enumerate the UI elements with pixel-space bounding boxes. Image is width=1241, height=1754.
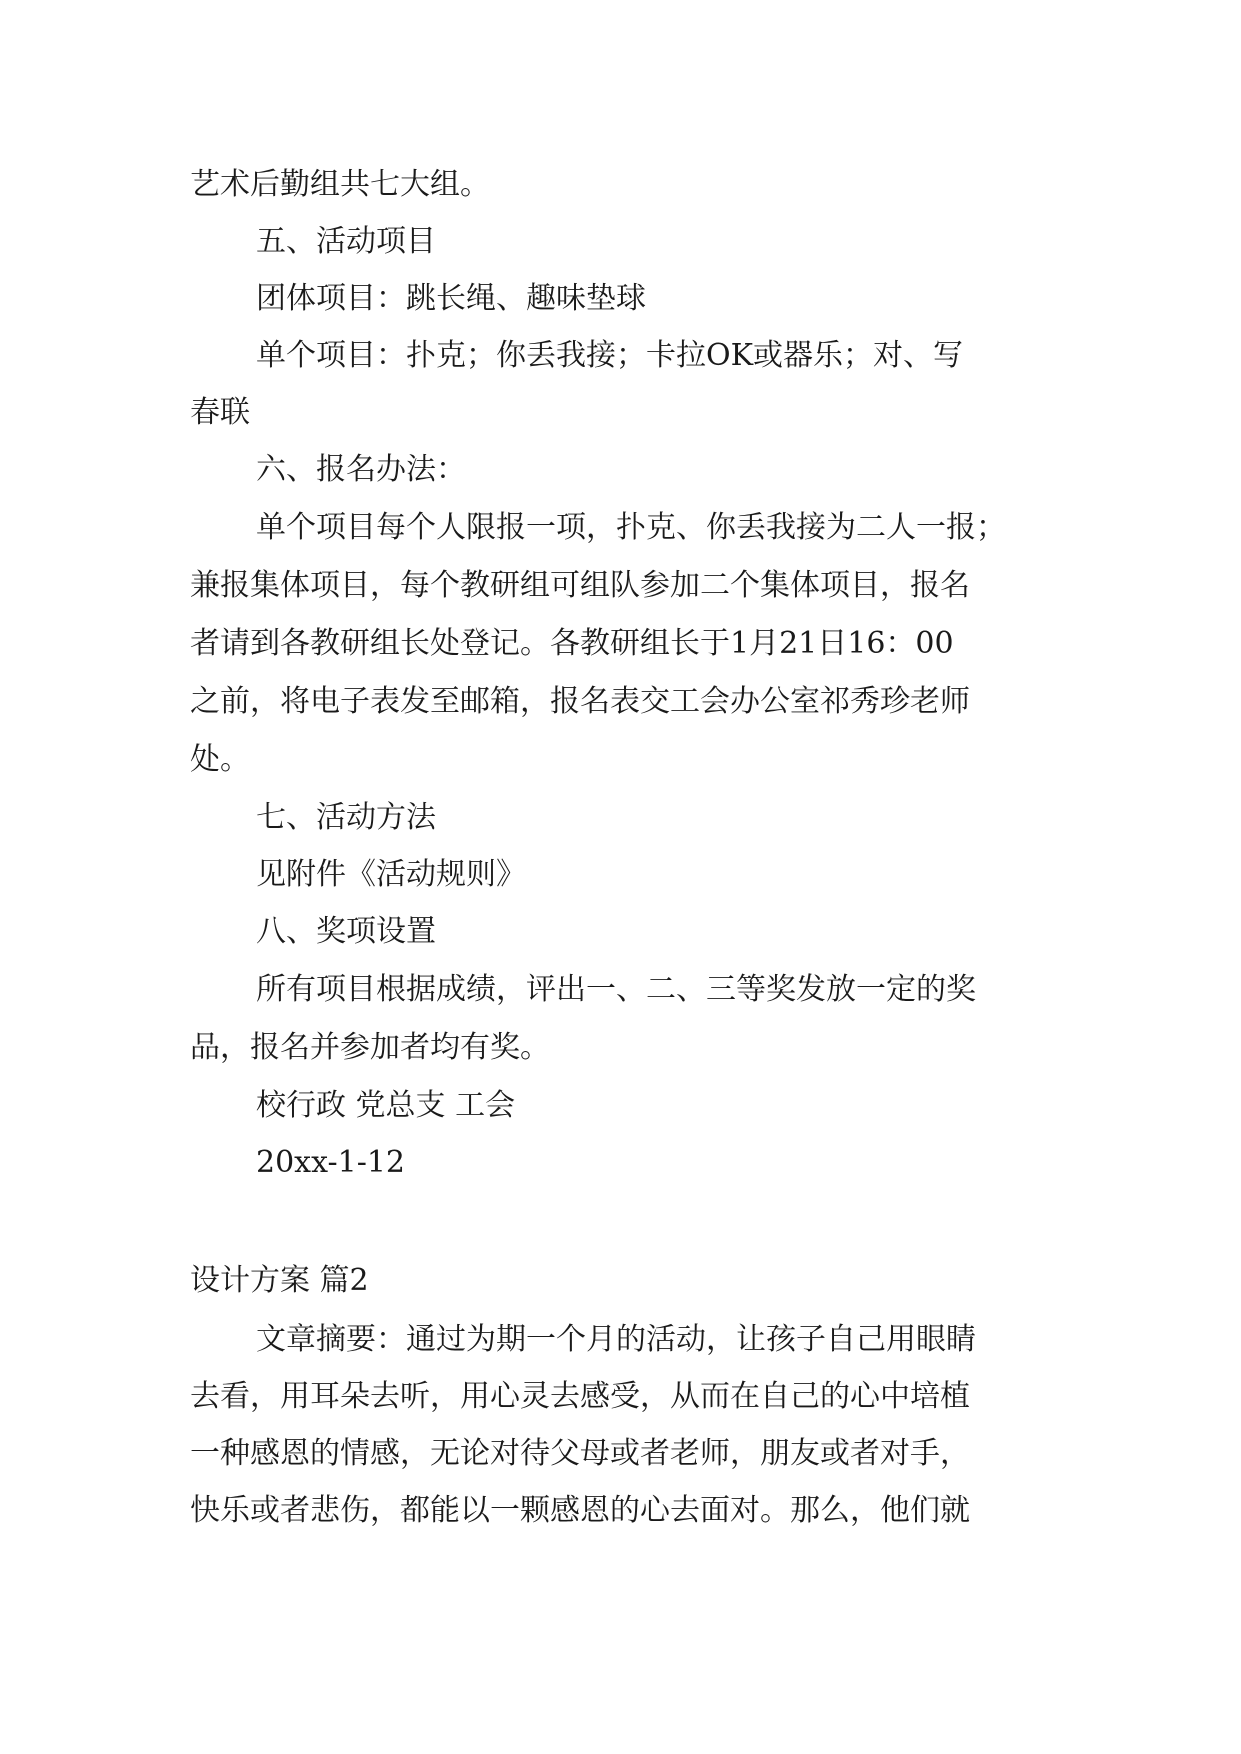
section-heading: 八、奖项设置 <box>256 914 436 949</box>
section-heading: 七、活动方法 <box>256 800 436 835</box>
body-text-line: 快乐或者悲伤，都能以一颗感恩的心去面对。那么，他们就 <box>190 1493 970 1528</box>
body-text-line: 单个项目每个人限报一项，扑克、你丢我接为二人一报； <box>256 510 1006 545</box>
body-text-line: 春联 <box>190 395 250 430</box>
body-text-line: 艺术后勤组共七大组。 <box>190 167 490 202</box>
body-text-line: 团体项目：跳长绳、趣味垫球 <box>256 281 646 316</box>
article-title: 设计方案 篇2 <box>190 1263 369 1298</box>
body-text-line: 见附件《活动规则》 <box>256 857 526 892</box>
body-text-line: 处。 <box>190 742 250 777</box>
body-text-line: 去看，用耳朵去听，用心灵去感受，从而在自己的心中培植 <box>190 1379 970 1414</box>
body-text-line: 品，报名并参加者均有奖。 <box>190 1030 550 1065</box>
body-text-line: 之前，将电子表发至邮箱，报名表交工会办公室祁秀珍老师 <box>190 684 970 719</box>
body-text-line: 单个项目：扑克；你丢我接；卡拉OK或器乐；对、写 <box>256 338 964 373</box>
body-text-line: 兼报集体项目，每个教研组可组队参加二个集体项目，报名 <box>190 568 970 603</box>
body-text-line: 一种感恩的情感，无论对待父母或者老师，朋友或者对手， <box>190 1436 970 1471</box>
body-text-line: 文章摘要：通过为期一个月的活动，让孩子自己用眼睛 <box>256 1322 976 1357</box>
date-line: 20xx-1-12 <box>256 1145 406 1180</box>
signature-line: 校行政 党总支 工会 <box>256 1088 516 1123</box>
body-text-line: 所有项目根据成绩，评出一、二、三等奖发放一定的奖 <box>256 972 976 1007</box>
section-heading: 六、报名办法： <box>256 452 466 487</box>
body-text-line: 者请到各教研组长处登记。各教研组长于1月21日16：00 <box>190 626 954 661</box>
section-heading: 五、活动项目 <box>256 224 436 259</box>
